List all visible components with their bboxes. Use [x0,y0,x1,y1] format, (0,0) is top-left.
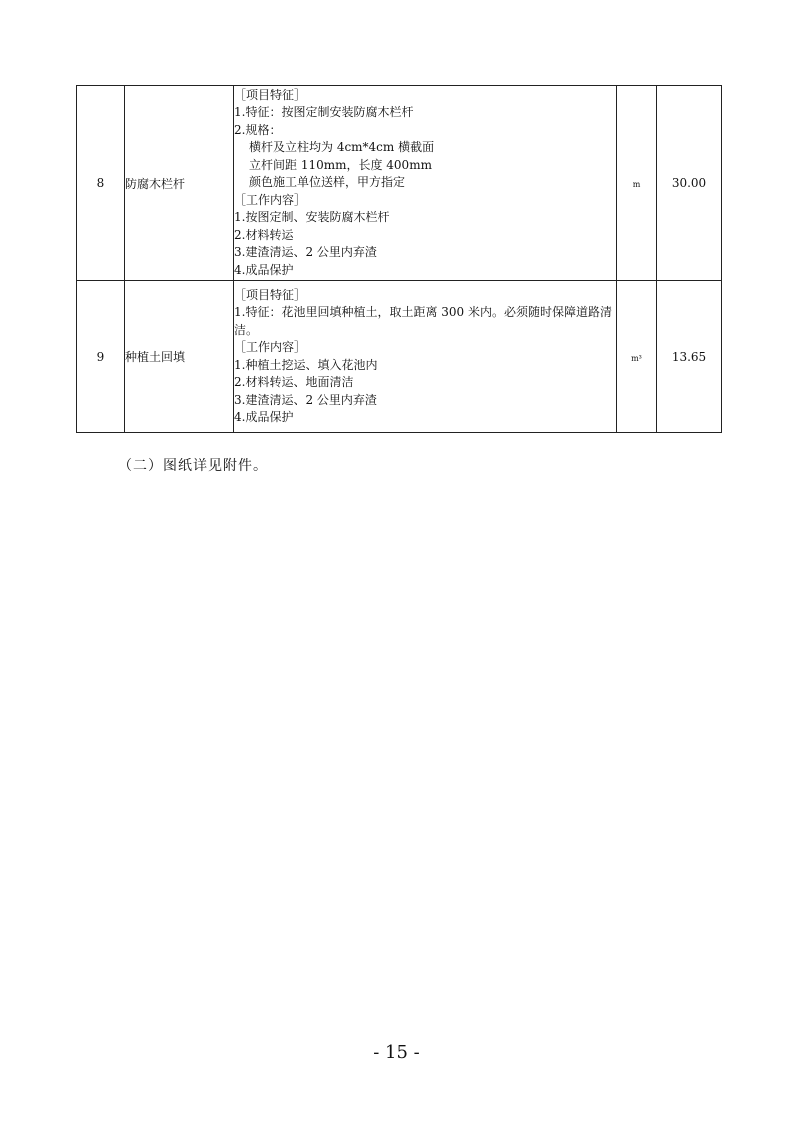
description-line: 1.特征：按图定制安装防腐木栏杆 [234,105,414,120]
item-name: 防腐木栏杆 [125,86,234,281]
bill-of-quantities-table [76,85,722,433]
description-line: 3.建渣清运、2 公里内弃渣 [234,392,377,407]
table-row [77,86,722,281]
description-line: ［工作内容］ [234,192,307,207]
unit-label: m³ [631,353,642,363]
attachment-note: （二）图纸详见附件。 [118,458,268,474]
description-line: ［项目特征］ [234,287,307,302]
description-line: 3.建渣清运、2 公里内弃渣 [234,245,377,260]
unit-label: m [632,180,641,189]
description-line: ［工作内容］ [234,340,307,354]
description-line: 1.按图定制、安装防腐木栏杆 [234,210,390,225]
description-line: 颜色施工单位送样，甲方指定 [249,175,406,190]
description-line: 4.成品保护 [234,410,294,424]
description-line: 2.材料转运 [234,227,294,242]
item-number: 9 [77,281,125,433]
table-row [77,281,722,433]
page-number: - 15 - [373,1042,420,1063]
item-description [234,281,617,433]
item-unit [617,281,657,433]
description-line: 立杆间距 110mm，长度 400mm [249,157,432,172]
item-description [234,86,617,281]
description-line: 1.种植土挖运、填入花池内 [234,357,378,372]
description-line: 1.特征：花池里回填种植土，取土距离 300 米内。必须随时保障道路清洁。 [234,305,612,337]
description-line: 2.规格： [234,122,282,137]
description-line: 2.材料转运、地面清洁 [234,375,354,389]
item-name: 种植土回填 [125,281,234,433]
description-line: 横杆及立柱均为 4cm*4cm 横截面 [249,140,435,155]
item-number: 8 [77,86,125,281]
item-quantity: 13.65 [657,281,722,433]
description-line: 4.成品保护 [234,262,294,277]
item-quantity: 30.00 [657,86,722,281]
description-line: ［项目特征］ [234,87,307,102]
item-unit [617,86,657,281]
